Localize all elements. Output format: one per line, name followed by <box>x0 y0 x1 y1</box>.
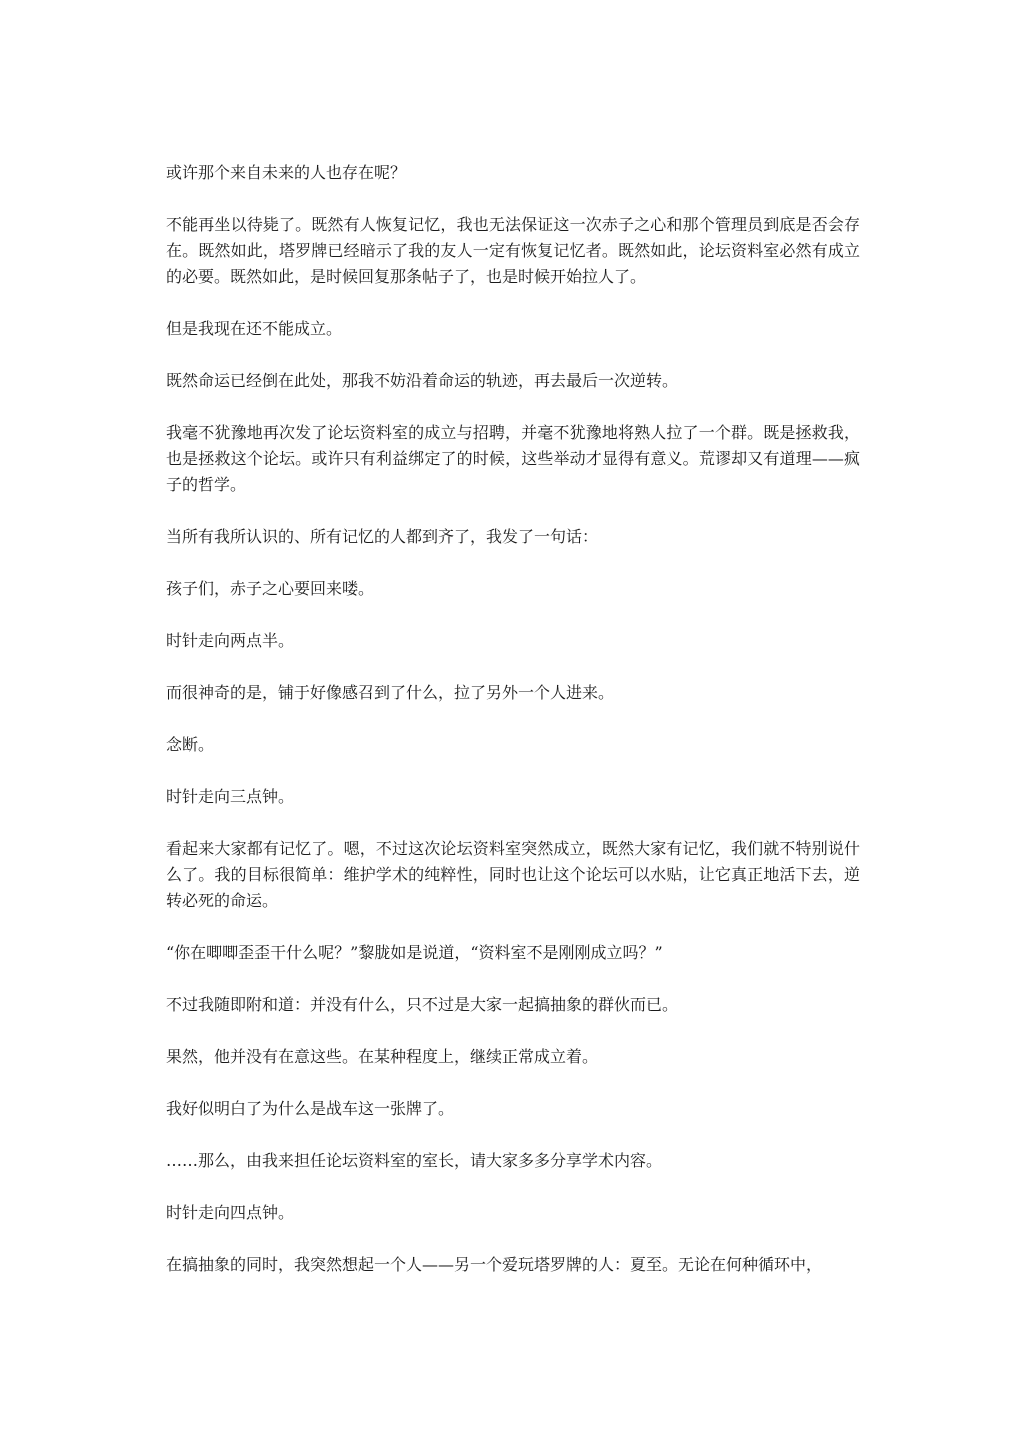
paragraph-12: 看起来大家都有记忆了。嗯，不过这次论坛资料室突然成立，既然大家有记忆，我们就不特别说什么了。我的目标很简单：维护学术的纯粹性，同时也让这个论坛可以水贴，让它真正地活下去，逆转必死的命运。 <box>166 839 860 910</box>
paragraph-3: 但是我现在还不能成立。 <box>166 319 343 338</box>
paragraph-13: “你在唧唧歪歪干什么呢？”黎胧如是说道，“资料室不是刚刚成立吗？” <box>166 943 663 962</box>
paragraph-7: 孩子们，赤子之心要回来喽。 <box>166 579 375 598</box>
paragraph-11: 时针走向三点钟。 <box>166 787 295 806</box>
paragraph-15: 果然，他并没有在意这些。在某种程度上，继续正常成立着。 <box>166 1047 599 1066</box>
paragraph-8: 时针走向两点半。 <box>166 631 295 650</box>
paragraph-10: 念断。 <box>166 735 215 754</box>
paragraph-6: 当所有我所认识的、所有记忆的人都到齐了，我发了一句话： <box>166 527 599 546</box>
paragraph-4: 既然命运已经倒在此处，那我不妨沿着命运的轨迹，再去最后一次逆转。 <box>166 371 679 390</box>
document-body <box>166 160 860 1304</box>
paragraph-2: 不能再坐以待毙了。既然有人恢复记忆，我也无法保证这一次赤子之心和那个管理员到底是否会存在。既然如此，塔罗牌已经暗示了我的友人一定有恢复记忆者。既然如此，论坛资料室必然有成立的必要。既然如此，是时候回复那条帖子了，也是时候开始拉人了。 <box>166 215 860 286</box>
paragraph-19: 在搞抽象的同时，我突然想起一个人——另一个爱玩塔罗牌的人：夏至。无论在何种循环中， <box>166 1255 823 1274</box>
paragraph-5: 我毫不犹豫地再次发了论坛资料室的成立与招聘，并毫不犹豫地将熟人拉了一个群。既是拯救我，也是拯救这个论坛。或许只有利益绑定了的时候，这些举动才显得有意义。荒谬却又有道理——疯子的哲学。 <box>166 423 860 494</box>
paragraph-1: 或许那个来自未来的人也存在呢？ <box>166 163 407 182</box>
paragraph-9: 而很神奇的是，铺于好像感召到了什么，拉了另外一个人进来。 <box>166 683 615 702</box>
paragraph-17: ……那么，由我来担任论坛资料室的室长，请大家多多分享学术内容。 <box>166 1151 663 1170</box>
paragraph-18: 时针走向四点钟。 <box>166 1203 295 1222</box>
paragraph-16: 我好似明白了为什么是战车这一张牌了。 <box>166 1099 455 1118</box>
paragraph-14: 不过我随即附和道：并没有什么，只不过是大家一起搞抽象的群伙而已。 <box>166 995 679 1014</box>
